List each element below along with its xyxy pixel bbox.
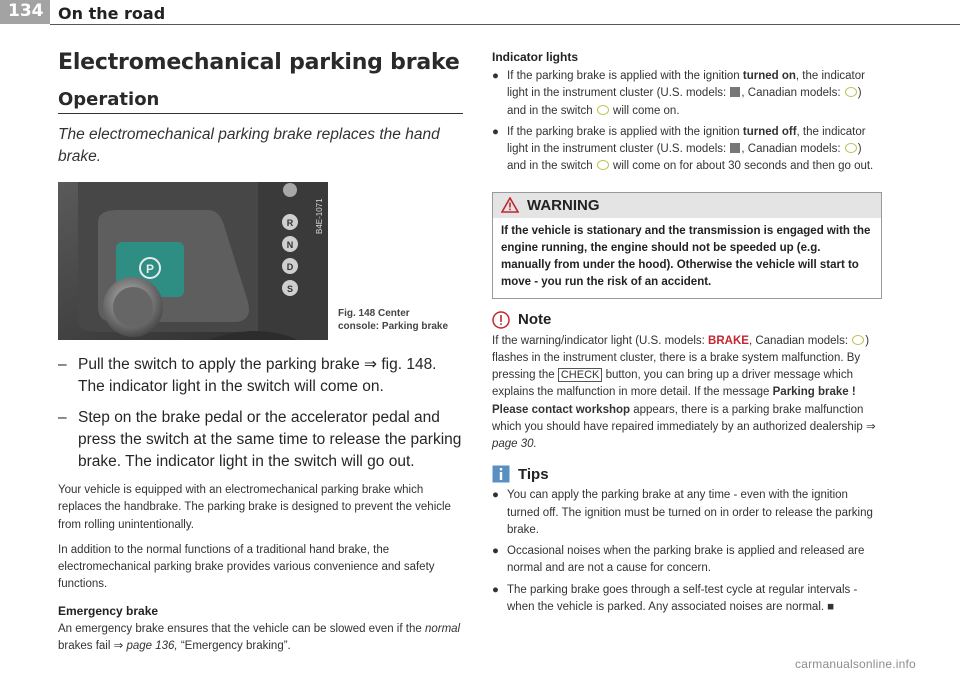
header-rule <box>50 24 960 25</box>
park-indicator-icon <box>845 143 857 153</box>
list-item: ● If the parking brake is applied with the ignition turned on, the indicator light in the instrument cluster (U.S. models: , Canadian models: ) and in the switch will come on. <box>492 70 865 117</box>
park-indicator-icon <box>597 105 609 115</box>
svg-text:N: N <box>286 240 294 250</box>
park-indicator-icon <box>845 87 857 97</box>
right-column <box>492 50 882 616</box>
indicator-list <box>492 68 882 176</box>
check-key: CHECK <box>558 368 603 382</box>
figure-code <box>312 184 326 236</box>
page-title: Electromechanical parking brake <box>58 50 460 75</box>
figure <box>58 182 463 340</box>
step-item: – Pull the switch to apply the parking brake ⇒ fig. 148. The indicator light in the switch will come on. <box>58 356 437 395</box>
park-indicator-icon <box>852 335 864 345</box>
brake-icon <box>730 87 740 97</box>
steps-list <box>58 354 463 473</box>
svg-text:R: R <box>286 218 294 228</box>
warning-icon <box>501 197 519 213</box>
tips-heading: Tips <box>492 465 882 483</box>
page-number: 134 <box>8 1 44 21</box>
svg-text:B4E-1071: B4E-1071 <box>315 198 324 234</box>
intro-text: The electromechanical parking brake replaces the hand brake. <box>58 126 440 165</box>
paragraph: Your vehicle is equipped with an electromechanical parking brake which replaces the handbrake. The parking brake is designed to prevent the vehicle from rolling unintentionally. <box>58 484 451 531</box>
svg-text:P: P <box>145 262 155 276</box>
page-number-box <box>0 0 50 24</box>
svg-text:S: S <box>286 284 294 294</box>
paragraph: In addition to the normal functions of a traditional hand brake, the electromechanical parking brake provides various convenience and safety functions. <box>58 543 435 591</box>
figure-caption: Fig. 148 Center console: Parking brake <box>338 308 449 332</box>
list-item: ● The parking brake goes through a self-test cycle at regular intervals - when the vehicle is parked. Any associated noises are normal. ■ <box>492 583 858 613</box>
list-item: ● If the parking brake is applied with the ignition turned off, the indicator light in the instrument cluster (U.S. models: , Canadian models: ) and in the switch will come on for about 30 seconds and then go out. <box>492 125 874 173</box>
step-item: – Step on the brake pedal or the accelerator pedal and press the switch at the same time to release the parking brake. The indicator light in the switch will go out. <box>58 409 462 470</box>
console-illustration <box>58 182 328 340</box>
info-icon <box>492 465 510 483</box>
emergency-brake-heading: Emergency brake <box>58 603 159 618</box>
watermark: carmanualsonline.info <box>795 657 916 671</box>
center-console-photo <box>58 182 328 340</box>
list-item: ● You can apply the parking brake at any time - even with the ignition turned off. The ignition must be turned on in order to release the parking brake. <box>492 489 873 536</box>
brake-warning-word: BRAKE <box>708 334 749 347</box>
note-text: If the warning/indicator light (U.S. models: BRAKE, Canadian models: ) flashes in the instrument cluster, there is a brake system malfunction. By pressing the CHECK button, you can bring up a driver message which explains the malfunction in more detail. If the message Parking brake ! Please contact workshop appears, there is a parking brake malfunction which you should have repaired immediately by an authorized dealership ⇒ page 30. <box>492 334 876 450</box>
brake-icon <box>730 143 740 153</box>
warning-title: WARNING <box>527 196 600 214</box>
indicator-lights-heading: Indicator lights <box>492 50 579 64</box>
park-indicator-icon <box>597 160 609 170</box>
page-link[interactable]: page 136, <box>126 639 178 652</box>
note-heading: Note <box>492 311 882 329</box>
left-column <box>58 50 463 655</box>
svg-text:D: D <box>286 262 294 272</box>
page-link[interactable]: page 30. <box>492 438 537 450</box>
list-item: ● Occasional noises when the parking brake is applied and released are normal and are not a cause for concern. <box>492 545 865 575</box>
section-title: On the road <box>58 4 166 23</box>
note-icon <box>492 311 510 329</box>
warning-text: If the vehicle is stationary and the transmission is engaged with the engine running, the engine should not be speeded up (e.g. manually from under the hood). Otherwise the vehicle will start to move - you run the risk of an accident. <box>501 224 871 289</box>
warning-box <box>492 192 882 299</box>
tips-list <box>492 487 882 616</box>
emergency-brake-text: An emergency brake ensures that the vehicle can be slowed even if the normal brakes fail ⇒ page 136, “Emergency braking”. <box>58 622 461 652</box>
section-heading: Operation <box>58 89 463 114</box>
